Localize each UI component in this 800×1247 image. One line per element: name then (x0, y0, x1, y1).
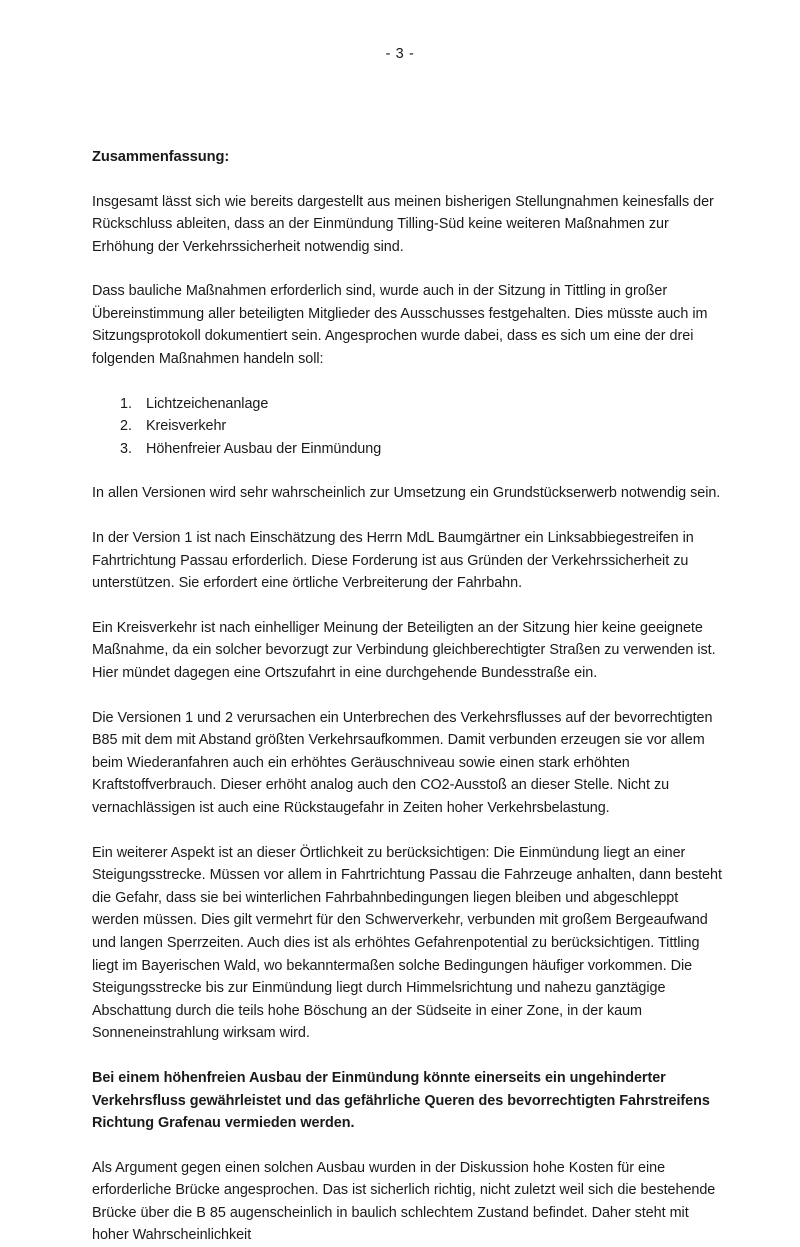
list-item-label: Lichtzeichenanlage (146, 395, 269, 412)
document-body (92, 146, 722, 1247)
paragraph-7: Ein weiterer Aspekt ist an dieser Örtlichkeit zu berücksichtigen: Die Einmündung liegt an einer Steigungsstrecke. Müssen vor allem in Fahrtrichtung Passau die Fahrzeuge anhalten, dann besteht die Gefahr, dass sie bei winterlichen Fahrbahnbedingungen liegen bleiben und abgeschleppt werden müssen. Dies gilt vermehrt für den Schwerverkehr, verbunden mit großem Bergeaufwand und langen Sperrzeiten. Auch dies ist als erhöhtes Gefahrenpotential zu berücksichtigen. Tittling liegt im Bayerischen Wald, wo bekanntermaßen solche Bedingungen häufiger vorkommen. Die Steigungsstrecke bis zur Einmündung liegt durch Himmelsrichtung und nahezu ganztägige Abschattung durch die teils hohe Böschung an der Südseite in einer Zone, in der kaum Sonneneinstrahlung wirksam wird. (92, 844, 722, 1042)
list-item-label: Höhenfreier Ausbau der Einmündung (146, 440, 382, 457)
list-item-label: Kreisverkehr (146, 418, 227, 435)
heading-text: Zusammenfassung: (92, 149, 230, 165)
section-heading-zusammenfassung (92, 146, 722, 169)
list-item (92, 438, 722, 461)
list-item-number: 1. (120, 395, 132, 412)
list-item-number: 2. (120, 418, 132, 435)
page-number: - 3 - (385, 46, 415, 62)
paragraph-5: Ein Kreisverkehr ist nach einhelliger Meinung der Beteiligten an der Sitzung hier keine geeignete Maßnahme, da ein solcher bevorzugt zur Verbindung gleichberechtigter Straßen zu verwenden ist. Hier mündet dagegen eine Ortszufahrt in eine durchgehende Bundesstraße ein. (92, 619, 716, 681)
paragraph-6: Die Versionen 1 und 2 verursachen ein Unterbrechen des Verkehrsflusses auf der bevorrechtigten B85 mit dem mit Abstand größten Verkehrsaufkommen. Damit verbunden erzeugen sie vor allem beim Wiederanfahren auch ein erhöhtes Geräuschniveau sowie einen stark erhöhten Kraftstoffverbrauch. Dieser erhöht analog auch den CO2-Ausstoß an dieser Stelle. Nicht zu vernachlässigen ist auch eine Rückstaugefahr in Zeiten hoher Verkehrsbelastung. (92, 709, 713, 816)
paragraph-3: In allen Versionen wird sehr wahrscheinlich zur Umsetzung ein Grundstückserwerb notwendig sein. (92, 485, 721, 502)
paragraph-2: Dass bauliche Maßnahmen erforderlich sind, wurde auch in der Sitzung in Tittling in großer Übereinstimmung aller beteiligten Mitglieder des Ausschusses festgehalten. Dies müsste auch im Sitzungsprotokoll dokumentiert sein. Angesprochen wurde dabei, dass es sich um eine der drei folgenden Maßnahmen handeln soll: (92, 283, 708, 368)
paragraph-4: In der Version 1 ist nach Einschätzung des Herrn MdL Baumgärtner ein Linksabbiegestreifen in Fahrtrichtung Passau erforderlich. Diese Forderung ist aus Gründen der Verkehrssicherheit zu unterstützen. Sie erfordert eine örtliche Verbreiterung der Fahrbahn. (92, 530, 694, 592)
paragraph-9: Als Argument gegen einen solchen Ausbau wurden in der Diskussion hohe Kosten für eine erforderliche Brücke angesprochen. Das ist sicherlich richtig, nicht zuletzt weil sich die bestehende Brücke über die B 85 augenscheinlich in baulich schlechtem Zustand befindet. Daher steht mit hoher Wahrscheinlichkeit (92, 1159, 716, 1244)
measures-list (92, 393, 722, 461)
paragraph-1: Insgesamt lässt sich wie bereits dargestellt aus meinen bisherigen Stellungnahmen keinesfalls der Rückschluss ableiten, dass an der Einmündung Tilling-Süd keine weiteren Maßnahmen zur Erhöhung der Verkehrssicherheit notwendig sind. (92, 193, 714, 255)
list-item (92, 393, 722, 416)
paragraph-8-emphasis: Bei einem höhenfreien Ausbau der Einmündung könnte einerseits ein ungehinderter Verkehrsfluss gewährleistet und das gefährliche Queren des bevorrechtigten Fahrstreifens Richtung Grafenau vermieden werden. (92, 1069, 710, 1132)
list-item (92, 415, 722, 438)
list-item-number: 3. (120, 440, 132, 457)
